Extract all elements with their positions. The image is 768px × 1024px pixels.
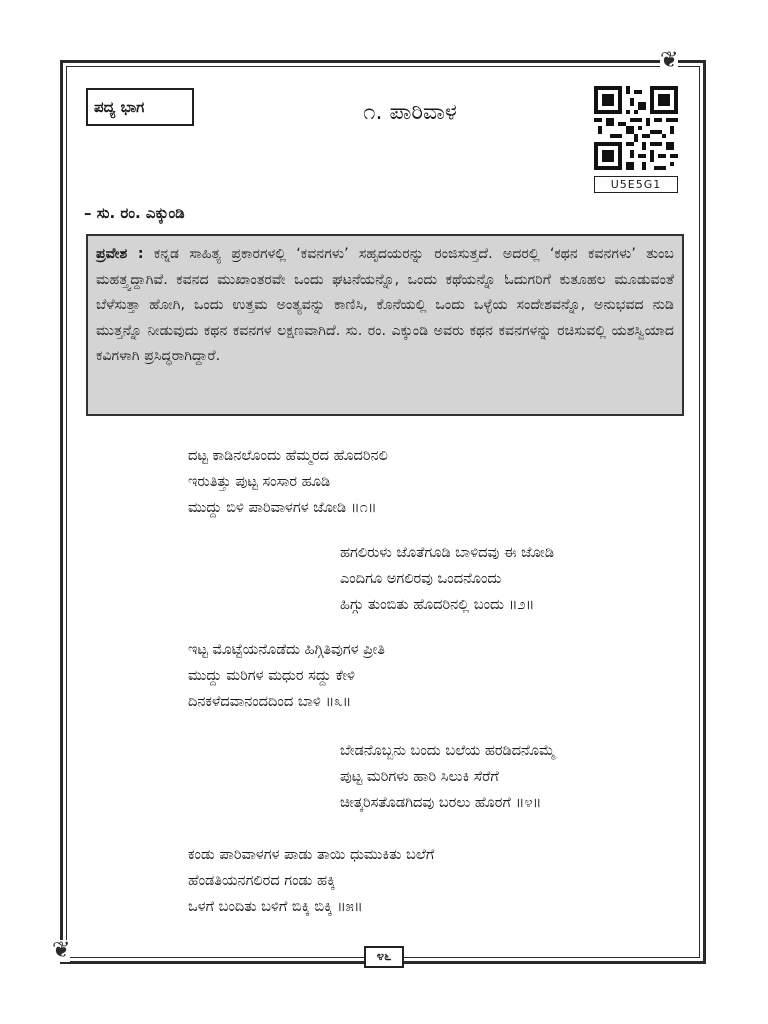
- poem-line: ಚೀತ್ಕರಿಸತೊಡಗಿದವು ಬರಲು ಹೊರಗೆ ॥೪॥: [340, 795, 542, 811]
- stanza-1: [188, 443, 388, 521]
- poem-line: ಕಂಡು ಪಾರಿವಾಳಗಳ ಪಾಡು ತಾಯಿ ಧುಮುಕಿತು ಬಲೆಗೆ: [188, 847, 435, 863]
- poem-title: ೧. ಪಾರಿವಾಳ: [363, 100, 457, 125]
- section-label: [86, 88, 194, 126]
- poem-line: ಒಳಗೆ ಬಂದಿತು ಬಳಿಗೆ ಬಿಕ್ಕಿ ಬಿಕ್ಕಿ ॥೫॥: [188, 899, 363, 915]
- author-name: – ಸು. ರಂ. ಎಕ್ಕುಂಡಿ: [84, 204, 185, 222]
- poem-line: ಹಿಗ್ಗು ತುಂಬಿತು ಹೊದರಿನಲ್ಲಿ ಬಂದು ॥೨॥: [340, 597, 535, 613]
- poem-line: ಎಂದಿಗೂ ಅಗಲಿರವು ಒಂದನೊಂದು: [340, 571, 502, 587]
- corner-ornament-icon: ❦: [660, 48, 679, 73]
- stanza-5: [188, 842, 434, 920]
- poem-line: ದಟ್ಟ ಕಾಡಿನಲೊಂದು ಹೆಮ್ಮರದ ಹೊದರಿನಲಿ: [188, 448, 388, 464]
- stanza-3: [188, 637, 385, 715]
- poem-line: ಇಟ್ಟ ಮೊಟ್ಟೆಯನೊಡೆದು ಹಿಗ್ಗಿತಿವುಗಳ ಪ್ರೀತಿ: [188, 642, 385, 658]
- poem-line: ಮುದ್ದು ಮರಿಗಳ ಮಧುರ ಸದ್ದು ಕೇಳಿ: [188, 668, 355, 684]
- qr-code-label: U5E5G1: [594, 176, 678, 193]
- poem-line: ದಿನಕಳೆದವಾನಂದದಿಂದ ಬಾಳಿ ॥೩॥: [188, 694, 352, 710]
- intro-label: ಪ್ರವೇಶ :: [96, 246, 144, 262]
- intro-text: ಕನ್ನಡ ಸಾಹಿತ್ಯ ಪ್ರಕಾರಗಳಲ್ಲಿ ‘ಕವನಗಳು’ ಸಹೃದಯರನ್ನು ರಂಜಿಸುತ್ತದೆ. ಅದರಲ್ಲಿ ‘ಕಥನ ಕವನಗಳು’ ತುಂಬ ಮಹತ್ತ್ವದ್ದಾಗಿವೆ. ಕವನದ ಮುಖಾಂತರವೇ ಒಂದು ಘಟನೆಯನ್ನೊ, ಒಂದು ಕಥೆಯನ್ನೊ ಓದುಗರಿಗೆ ಕುತೂಹಲ ಮೂಡುವಂತೆ ಬೆಳೆಸುತ್ತಾ ಹೋಗಿ, ಒಂದು ಉತ್ತಮ ಅಂತ್ಯವನ್ನು ಕಾಣಿಸಿ, ಕೊನೆಯಲ್ಲಿ ಒಂದು ಒಳ್ಳೆಯ ಸಂದೇಶವನ್ನೊ, ಅನುಭವದ ನುಡಿ ಮುತ್ತನ್ನೊ ನೀಡುವುದು ಕಥನ ಕವನಗಳ ಲಕ್ಷಣವಾಗಿದೆ. ಸು. ರಂ. ಎಕ್ಕುಂಡಿ ಅವರು ಕಥನ ಕವನಗಳನ್ನು ರಚಿಸುವಲ್ಲಿ ಯಶಸ್ವಿಯಾದ ಕವಿಗಳಾಗಿ ಪ್ರಸಿದ್ಧರಾಗಿದ್ದಾರೆ.: [96, 246, 674, 364]
- intro-box: [86, 234, 684, 416]
- poem-line: ಹೆಂಡತಿಯನಗಲಿರದ ಗಂಡು ಹಕ್ಕಿ: [188, 873, 336, 889]
- corner-ornament-icon: ❦: [52, 938, 71, 963]
- stanza-2: [340, 540, 554, 618]
- qr-code-icon: [594, 86, 678, 170]
- stanza-4: [340, 738, 555, 816]
- poem-line: ಬೇಡನೊಬ್ಬನು ಬಂದು ಬಲೆಯ ಹರಡಿದನೊಮ್ಮೆ: [340, 743, 556, 759]
- section-label-text: ಪದ್ಯ ಭಾಗ: [94, 98, 145, 116]
- poem-line: ಹಗಲಿರುಳು ಜೊತೆಗೂಡಿ ಬಾಳಿದವು ಈ ಜೋಡಿ: [340, 545, 554, 561]
- poem-line: ಪುಟ್ಟ ಮರಿಗಳು ಹಾರಿ ಸಿಲುಕಿ ಸೆರೆಗೆ: [340, 769, 499, 785]
- qr-block: [594, 86, 678, 193]
- page-number: ೪೬: [364, 946, 404, 968]
- poem-line: ಮುದ್ದು ಬಿಳಿ ಪಾರಿವಾಳಗಳ ಜೋಡಿ ॥೧॥: [188, 500, 377, 516]
- poem-line: ಇರುತಿತ್ತು ಪುಟ್ಟ ಸಂಸಾರ ಹೂಡಿ: [188, 474, 331, 490]
